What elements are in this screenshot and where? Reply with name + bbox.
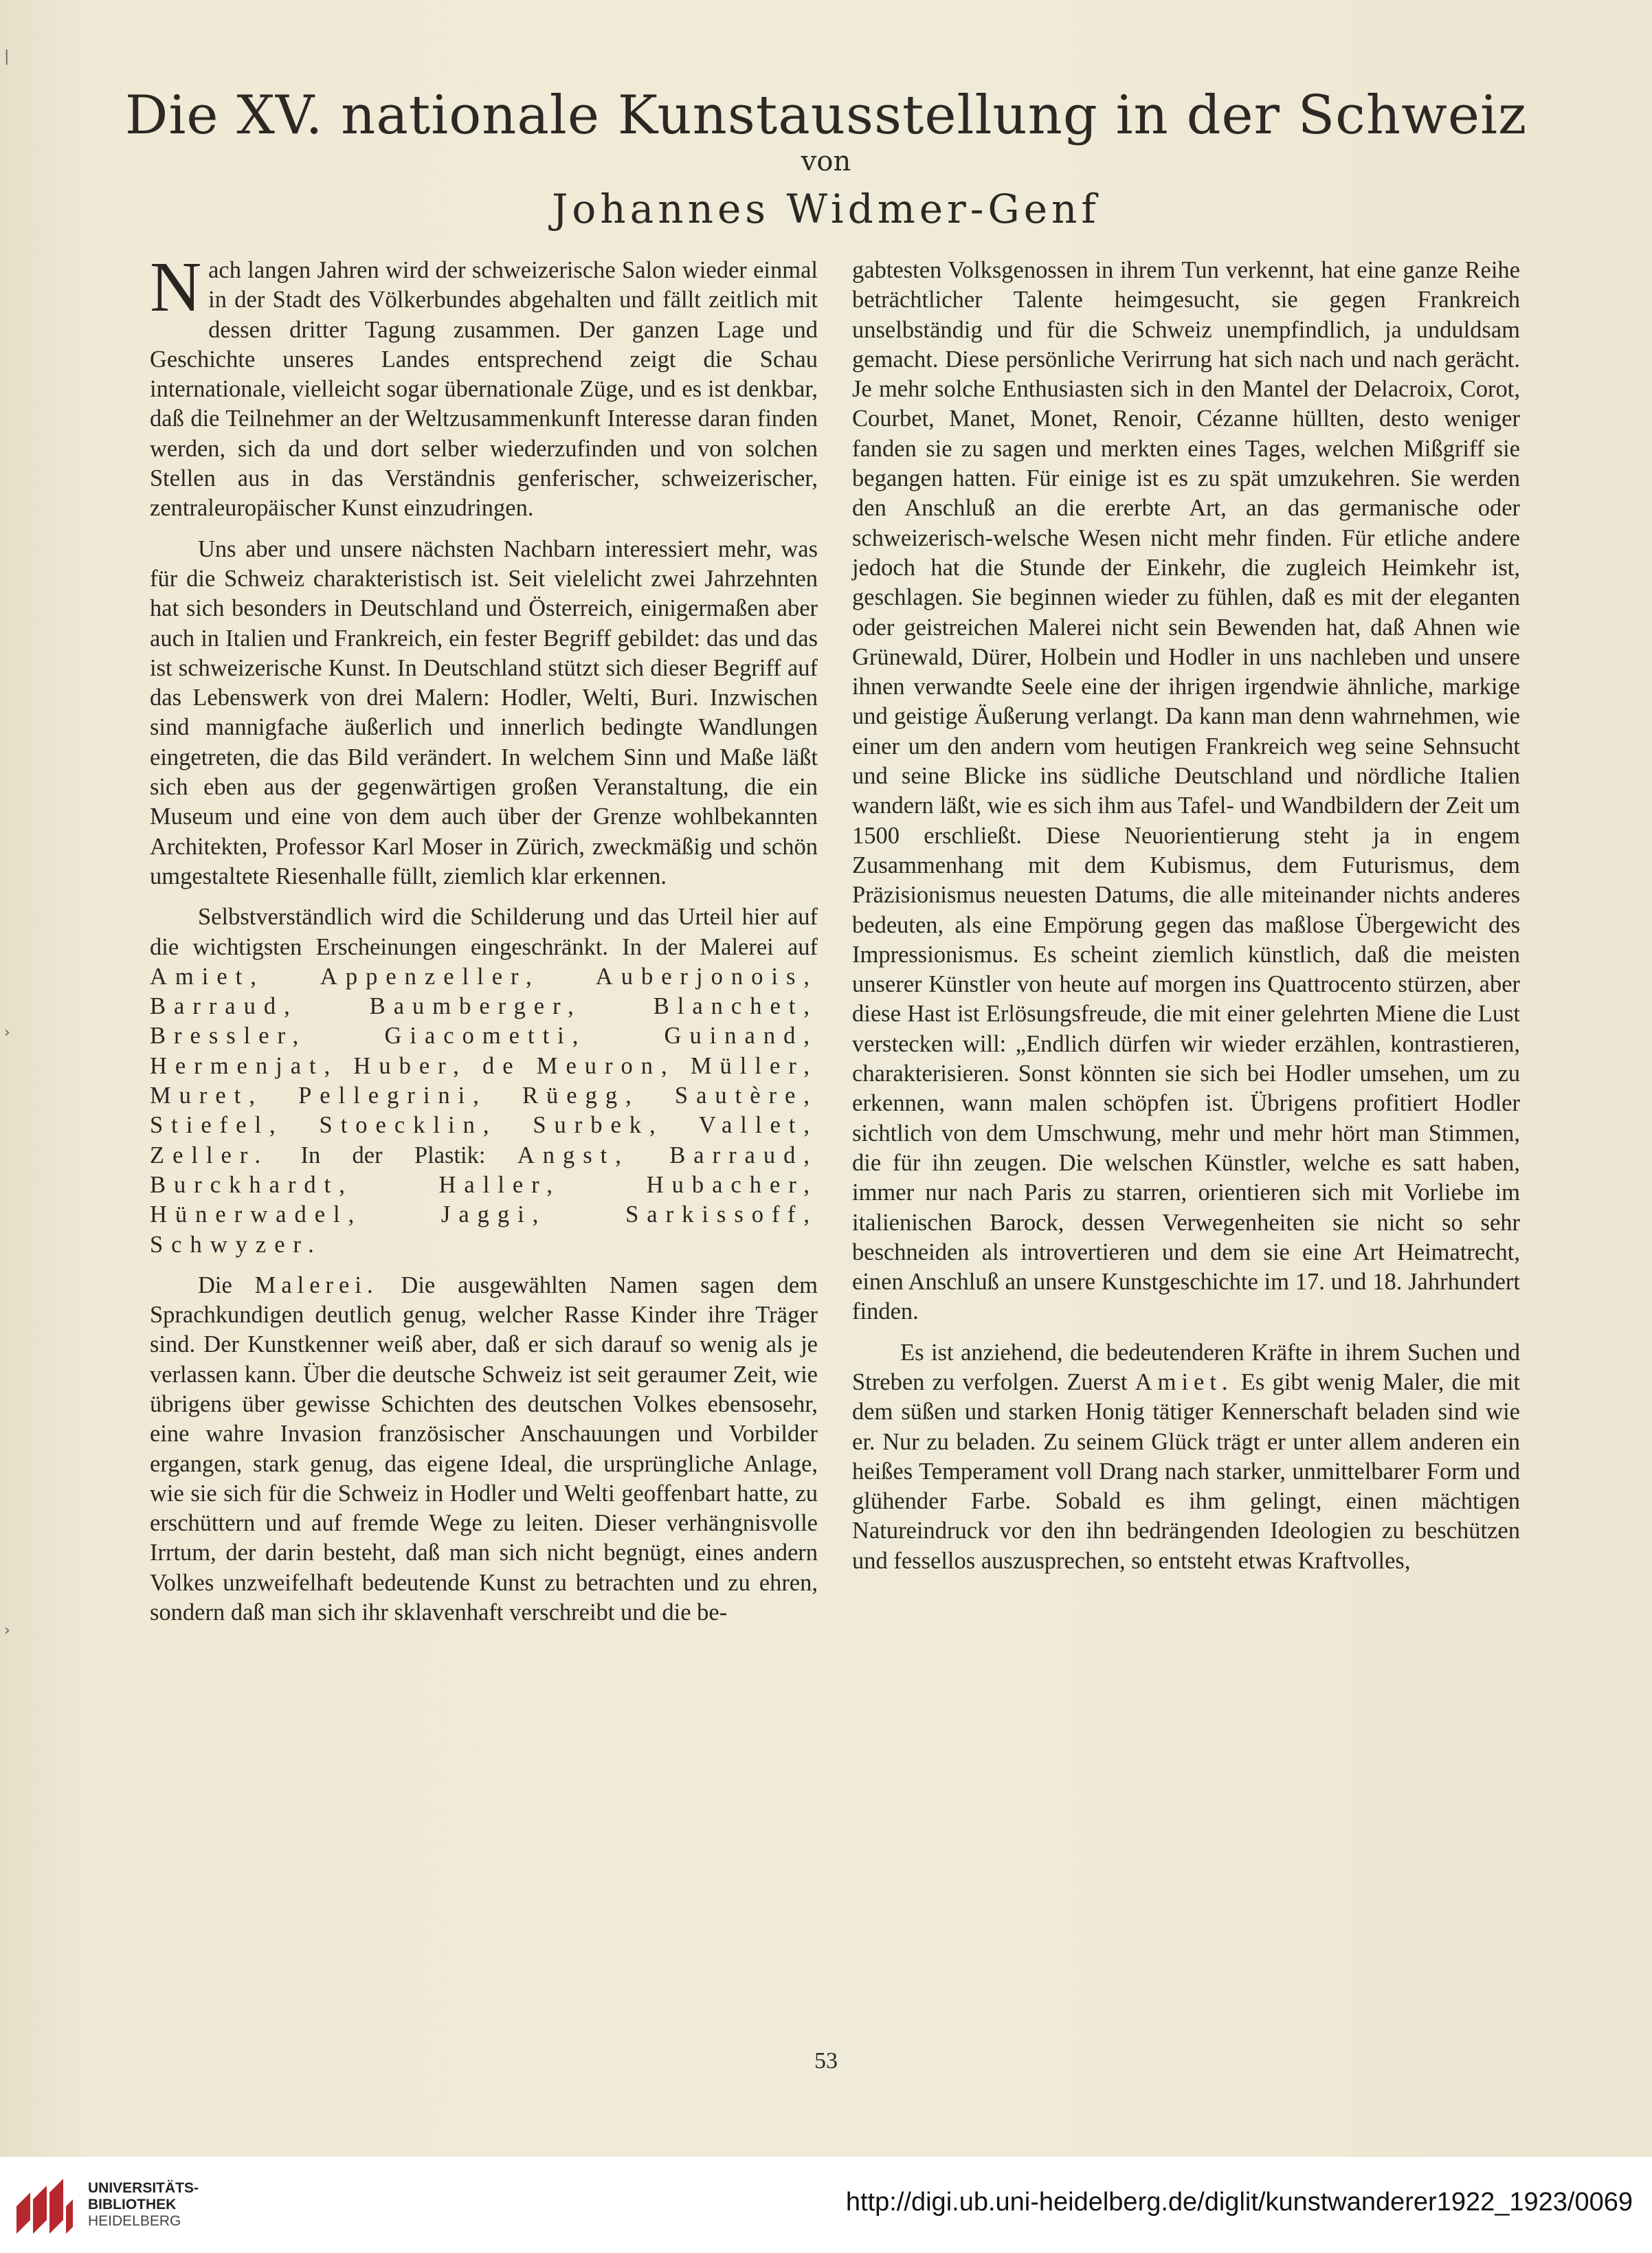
right-column [852,256,1520,2029]
paragraph [150,1271,818,1628]
library-name-line: BIBLIOTHEK [88,2197,177,2212]
article-byline: von [801,146,851,177]
library-logo-icon [10,2172,78,2241]
drop-cap: N [150,247,202,326]
paragraph-text: Es ist anziehend, die bedeutenderen Kräfte in ihrem Suchen und Streben zu verfolgen. Zuerst [852,1339,1520,1395]
paragraph-text: Die [198,1272,255,1298]
sculptor-names: Angst, Barraud, Burckhardt, Haller, Hubacher, Hünerwadel, Jaggi, Sarkissoff, Schwyzer. [150,1142,818,1258]
page-number: 53 [814,2048,838,2074]
article-title: Die XV. nationale Kunstausstellung in der Schweiz [124,85,1528,146]
section-heading-malerei: Malerei. [254,1272,379,1298]
footer-bar [0,2157,1652,2253]
paragraph-text: In der Plastik: [269,1142,517,1168]
article-author: Johannes Widmer-Genf [552,186,1100,232]
left-column [150,247,818,2029]
artist-name-amiet: Amiet. [1135,1368,1234,1395]
library-name-line: UNIVERSITÄTS- [88,2180,199,2196]
margin-mark: | [4,48,10,65]
paragraph [150,247,818,524]
margin-mark: › [4,1622,10,1639]
paragraph [852,1338,1520,1576]
source-url-link[interactable]: http://digi.ub.uni-heidelberg.de/diglit/kunstwanderer1922_1923/0069 [845,2188,1633,2217]
paragraph-text: ach langen Jahren wird der schweizerische Salon wieder einmal in der Stadt des Völkerbundes abgehalten und fällt zeitlich mit dessen dritter Tagung zusammen. Der ganzen Lage und Geschichte unseres Landes entsprechend zeigt die Schau internationale, vielleicht sogar übernationale Züge, und es ist denkbar, daß die Teilnehmer an der Weltzusammenkunft Interesse daran finden werden, sich da und dort selber wiederzufinden und von solchen Stellen aus in das Verständnis genferischer, schweizerischer, zentraleuropäischer Kunst einzudringen. [150,257,818,522]
library-name [88,2180,199,2230]
library-name-line: HEIDELBERG [88,2213,181,2229]
paragraph-text: Selbstverständlich wird die Schilderung und das Urteil hier auf die wichtigsten Erscheinungen eingeschränkt. In der Malerei auf [150,904,818,960]
paragraph: Uns aber und unsere nächsten Nachbarn interessiert mehr, was für die Schweiz charakteristisch ist. Seit vielelicht zwei Jahrzehnten hat sich besonders in Deutschland und Österreich, einigermaßen aber auch in Italien und Frankreich, ein fester Begriff gebildet: das und das ist schweizerische Kunst. In Deutschland stützt sich dieser Begriff auf das Lebenswerk von drei Malern: Hodler, Welti, Buri. Inzwischen sind mannigfache äußerlich und innerlich bedingte Wandlungen eingetreten, die das Bild verändert. In welchem Sinn und Maße läßt sich eben aus der gegenwärtigen großen Veranstaltung, die ein Museum und eine von dem auch über der Grenze wohlbekannten Architekten, Professor Karl Moser in Zürich, zweckmäßig und schön umgestaltete Riesenhalle füllt, ziemlich klar erkennen. [150,535,818,889]
paragraph [150,902,818,1260]
margin-mark: › [4,1024,10,1041]
paragraph-text: Es gibt wenig Maler, die mit dem süßen und starken Honig tätiger Kennerschaft beladen sind wie er. Nur zu beladen. Zu seinem Glück trägt er unter allem anderen ein heißes Temperament voll Drang nach starker, unmittelbarer Form und glühender Farbe. Sobald es ihm gelingt, einen mächtigen Natureindruck vor den ihn bedrängenden Ideologien zu beschützen und fessellos auszusprechen, so entsteht etwas Kraftvolles, [852,1368,1520,1574]
paragraph: gabtesten Volksgenossen in ihrem Tun verkennt, hat eine ganze Reihe beträchtlicher Talente heimgesucht, sie gegen Frankreich unselbständig und für die Schweiz unempfindlich, ja unduldsam gemacht. Diese persönliche Verirrung hat sich nach und nach gerächt. Je mehr solche Enthusiasten sich in den Mantel der Delacroix, Corot, Courbet, Manet, Monet, Renoir, Cézanne hüllten, desto weniger fanden sie zu sagen und merkten eines Tages, welchen Mißgriff sie begangen hatten. Für einige ist es zu spät umzukehren. Sie werden den Anschluß an die ererbte Art, an das germanische oder schweizerisch-welsche Wesen nicht mehr finden. Für etliche andere jedoch hat die Stunde der Einkehr, die zugleich Heimkehr ist, geschlagen. Sie beginnen wieder zu fühlen, daß es mit der eleganten oder geistreichen Malerei nicht sein Bewenden hat, daß Ahnen wie Grünewald, Dürer, Holbein und Hodler in uns nachleben und unsere ihnen verwandte Seele eine der ihrigen irgendwie ähnliche, markige und geistige Äußerung verlangt. Da kann man denn wahrnehmen, wie einer um den andern vom heutigen Frankreich weg seine Sehnsucht und seine Blicke ins südliche Deutschland und nördliche Italien wandern läßt, wie es sich ihm aus Tafel- und Wandbildern der Zeit um 1500 erschließt. Diese Neuorientierung steht ja in engem Zusammenhang mit dem Kubismus, dem Futurismus, dem Präzisionismus neuesten Datums, die alle miteinander nichts anderes bedeuten, als eine Empörung gegen das maßlose Übergewicht des Impressionismus. Es scheint ziemlich künstlich, daß die meisten unserer Künstler von heute auf morgen ins Quattrocento stürzen, aber diese Hast ist Erlösungsfreude, die mit einer gelehrten Miene die Lust verstecken will: „Endlich dürfen wir wieder erzählen, kontrastieren, charakterisieren. Sonst könnten sie sich bei Hodler umsehen, um zu erkennen, wann malen schöpfen ist. Übrigens profitiert Hodler sichtlich von dem Umschwung, mehr und mehr hört man Stimmen, die für ihn zeugen. Die welschen Künstler, welche es satt haben, immer nur nach Paris zu starren, orientieren sich mit Vorliebe im italienischen Barock, dessen Verwegenheiten sie nicht so sehr beschneiden als introvertieren und dem sie eine Art Heimatrecht, einen Anschluß an unsere Kunstgeschichte im 17. und 18. Jahrhundert finden. [852,257,1520,1325]
paragraph-text: Die ausgewählten Namen sagen dem Sprachkundigen deutlich genug, welcher Rasse Kinder ihre Träger sind. Der Kunstkenner weiß aber, daß er sich darauf so wenig als je verlassen kann. Über die deutsche Schweiz ist seit geraumer Zeit, wie übrigens über gewisse Schichten des deutschen Volkes ebensosehr, eine wahre Invasion französischer Anschauungen und Vorbilder ergangen, stark genug, das eigene Ideal, die ursprüngliche Anlage, wie sie sich für die Schweiz in Hodler und Welti geoffenbart hatte, zu erschüttern und auf fremde Wege zu leiten. Dieser verhängnisvolle Irrtum, der darin besteht, daß man sich nicht begnügt, eines andern Volkes unzweifelhaft bedeutende Kunst zu betrachten und zu ehren, sondern daß man sich ihr sklavenhaft verschreibt und die be- [150,1272,818,1626]
painter-names: Amiet, Appenzeller, Auberjonois, Barraud, Baumberger, Blanchet, Bressler, Giacometti, Guinand, Hermenjat, Huber, de Meuron, Müller, Muret, Pellegrini, Rüegg, Sautère, Stiefel, Stoecklin, Surbek, Vallet, Zeller. [150,963,818,1168]
